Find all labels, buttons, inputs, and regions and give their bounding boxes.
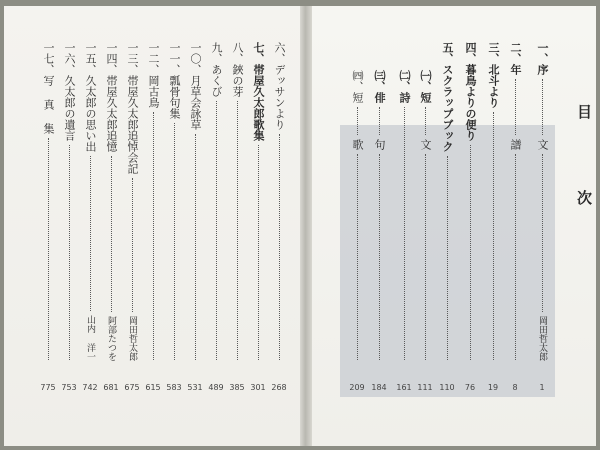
toc-entry-r3 (463, 42, 477, 364)
page-number: 209 (349, 383, 365, 392)
toc-heading-2: 次 (575, 190, 593, 207)
leader-dots (279, 134, 280, 360)
toc-entry-author: 山内 洋一 (85, 315, 95, 361)
toc-entry-l10 (62, 42, 76, 364)
toc-entry-l9 (83, 42, 97, 364)
toc-entry-label: 一六、久太郎の遺言 (63, 42, 76, 141)
toc-entry-l11 (41, 42, 55, 364)
toc-entry-r8 (350, 70, 364, 364)
leader-dots (258, 145, 259, 360)
toc-entry-r2 (486, 42, 500, 364)
toc-entry-label: 二、年 (509, 42, 522, 75)
toc-entry-r5 (418, 70, 432, 364)
toc-entry-l6 (146, 42, 160, 364)
toc-entry-label: 六、デッサンより (273, 42, 286, 130)
leader-dots (404, 107, 405, 360)
leader-dots (379, 107, 380, 135)
toc-entry-label: 一七、写 真 集 (42, 42, 55, 134)
toc-entry-author: 岡田哲太郎 (127, 316, 137, 361)
toc-entry-author: 岡田哲太郎 (537, 316, 547, 361)
toc-entry-sub: 句 (373, 139, 386, 150)
page-number: 753 (61, 383, 77, 392)
page-number: 8 (512, 383, 518, 392)
leader-dots (357, 154, 358, 360)
toc-entry-l1 (251, 42, 265, 364)
toc-entry-r4 (440, 42, 454, 364)
toc-entry-label: ㈠、短 (419, 70, 432, 103)
toc-entry-r0 (535, 42, 549, 364)
page-number: 268 (271, 383, 287, 392)
page-number: 489 (208, 383, 224, 392)
leader-dots (425, 107, 426, 135)
toc-entry-label: 一二、岡古鳥 (147, 42, 160, 108)
page-number: 742 (82, 383, 98, 392)
toc-entry-label: 三、北斗より (487, 42, 500, 108)
leader-dots (542, 79, 543, 135)
page-number: 161 (396, 383, 412, 392)
leader-dots (470, 145, 471, 360)
leader-dots (153, 112, 154, 360)
toc-entry-author: 阿部たつを (106, 316, 116, 361)
toc-entry-l3 (209, 42, 223, 364)
toc-entry-label: 九、あくび (210, 42, 223, 97)
toc-entry-label: ㈡、詩 (398, 70, 411, 103)
leader-dots (111, 156, 112, 312)
leader-dots (90, 156, 91, 311)
leader-dots (493, 112, 494, 360)
leader-dots (357, 107, 358, 135)
toc-entry-sub: 歌 (351, 139, 364, 150)
page-number: 111 (417, 383, 433, 392)
toc-entry-r1 (508, 42, 522, 364)
leader-dots (69, 145, 70, 360)
page-number: 76 (464, 383, 476, 392)
toc-entry-label: 一〇、月草会詠草 (189, 42, 202, 130)
leader-dots (515, 79, 516, 135)
toc-entry-l4 (188, 42, 202, 364)
toc-entry-label: 一、序 (536, 42, 549, 75)
page-number: 681 (103, 383, 119, 392)
leader-dots (132, 178, 133, 312)
leader-dots (542, 154, 543, 312)
page-number: 110 (439, 383, 455, 392)
toc-entry-label: 七、帯屋久太郎歌集 (252, 42, 265, 141)
leader-dots (174, 123, 175, 360)
leader-dots (425, 154, 426, 360)
leader-dots (195, 134, 196, 360)
toc-entry-label: 八、鋏の芽 (231, 42, 244, 97)
page-number: 531 (187, 383, 203, 392)
toc-entry-label: 一三、帯屋久太郎追悼会記 (126, 42, 139, 174)
book-gutter (300, 6, 312, 446)
toc-entry-label: ㈢、俳 (373, 70, 386, 103)
toc-entry-l7 (125, 42, 139, 364)
toc-entry-sub: 譜 (509, 139, 522, 150)
toc-entry-label: ㈣、短 (351, 70, 364, 103)
toc-entry-l2 (230, 42, 244, 364)
page-number: 1 (539, 383, 545, 392)
page-number: 675 (124, 383, 140, 392)
toc-entry-l8 (104, 42, 118, 364)
toc-heading-1: 目 (575, 104, 593, 121)
toc-entry-label: 四、暮鳥よりの便り (464, 42, 477, 141)
page-number: 385 (229, 383, 245, 392)
page-number: 301 (250, 383, 266, 392)
toc-entry-sub: 文 (419, 139, 432, 150)
page-number: 583 (166, 383, 182, 392)
toc-entry-sub: 文 (536, 139, 549, 150)
page-number: 19 (487, 383, 499, 392)
toc-entry-label: 一五、久太郎の思い出 (84, 42, 97, 152)
page-number: 615 (145, 383, 161, 392)
page-number: 184 (371, 383, 387, 392)
toc-entry-r6 (397, 70, 411, 364)
toc-entry-l0 (272, 42, 286, 364)
leader-dots (48, 138, 49, 360)
toc-entry-label: 一一、瓢骨句集 (168, 42, 181, 119)
leader-dots (216, 101, 217, 360)
leader-dots (515, 154, 516, 360)
leader-dots (447, 156, 448, 360)
toc-entry-label: 五、スクラップブック (441, 42, 454, 152)
toc-entry-r7 (372, 70, 386, 364)
toc-entry-label: 一四、帯屋久太郎追憶 (105, 42, 118, 152)
leader-dots (379, 154, 380, 360)
leader-dots (237, 101, 238, 360)
toc-entry-l5 (167, 42, 181, 364)
page-number: 775 (40, 383, 56, 392)
